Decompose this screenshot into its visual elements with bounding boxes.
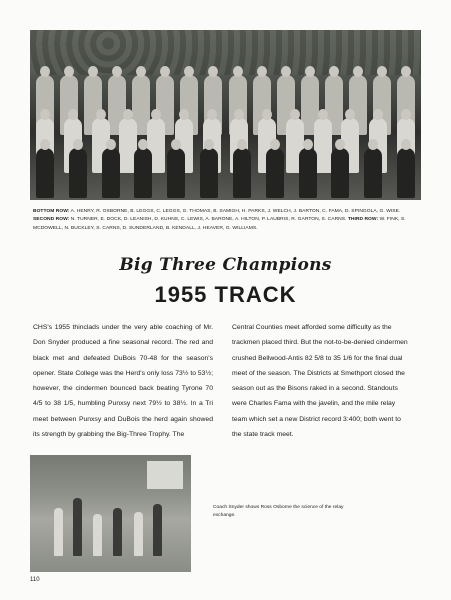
athlete-figure	[113, 508, 122, 556]
team-member	[134, 148, 152, 198]
team-member	[299, 148, 317, 198]
team-member	[266, 148, 284, 198]
relay-photo	[30, 455, 191, 572]
page-title: 1955 TRACK	[154, 282, 297, 307]
team-photo	[30, 30, 421, 200]
bottom-row-label: BOTTOM ROW:	[33, 209, 70, 214]
team-member	[200, 148, 218, 198]
athlete-figure	[54, 508, 63, 556]
team-member	[167, 148, 185, 198]
article-left-column: CHS's 1955 thinclads under the very able coaching of Mr. Don Snyder produced a fine seasonal record. The red and black met and defeated DuBois 70-48 for the season's opener. State College was the Herd's only loss 73½ to 53½; however, the cindermen bounced back beating Tyrone 70 4/5 to 38 1/5, humbling Punxsy next 79½ to 38½. In a Tri meet between Punxsy and DuBois the herd again showed its strength by grabbing the Big-Three Trophy. The	[33, 324, 214, 439]
page-number: 110	[30, 577, 40, 583]
team-member	[233, 148, 251, 198]
third-row-label: THIRD ROW:	[347, 217, 379, 223]
team-member	[397, 148, 415, 198]
team-member	[364, 148, 382, 198]
team-member	[69, 148, 87, 198]
athlete-figure	[93, 514, 102, 556]
photo-front-row	[36, 148, 415, 198]
athlete-figure	[153, 504, 162, 556]
second-row-label: SECOND ROW:	[33, 217, 70, 223]
article-right-column: Central Counties meet afforded some difficulty as the trackmen placed third. But the not-to-be-denied cindermen crushed Bellwood-Antis 82 5/8 to 35 1/6 for the final dual meet of the season. The Districts at Smethport closed the season out as the Bisons raked in a second. Standouts were Charles Fama with the javelin, and the mile relay team which set a new District record 3:400; both went to the state track meet.	[232, 324, 408, 439]
photo-building	[147, 461, 183, 489]
second-row-names: N. TURNER, E. DOCK, D. LEANISH, D. KUHNS, C. LEWIS, A. BARONE, A. HILTON, P. LAUBRIS, R. GARTON, S. CARNS.	[70, 217, 347, 223]
team-member	[331, 148, 349, 198]
bottom-row-names: A. HENRY, R. OSBORNE, B. LEGGS, C. LEGGS, G. THOMAS, B. SAMIGH, H. PARKS, J. WELCH, J. BARTON, C. FAMA, D. SPINGOLA, G. WISE.	[70, 209, 401, 214]
coach-photo-caption: Coach Snyder shows Ross Osborne the science of the relay exchange.	[213, 505, 344, 518]
athlete-figure	[73, 498, 82, 556]
team-photo-caption	[33, 208, 419, 233]
team-member	[36, 148, 54, 198]
section-subtitle: Big Three Champions	[119, 255, 332, 275]
athlete-figure	[134, 512, 143, 556]
team-member	[102, 148, 120, 198]
third-row-names: W. FINK, S. MCDOWELL, N. BUCKLEY, S. CARNS, D. SUNDERLAND, B. KENDALL, J. HEAVER, G. WILLIAMS.	[33, 217, 406, 231]
